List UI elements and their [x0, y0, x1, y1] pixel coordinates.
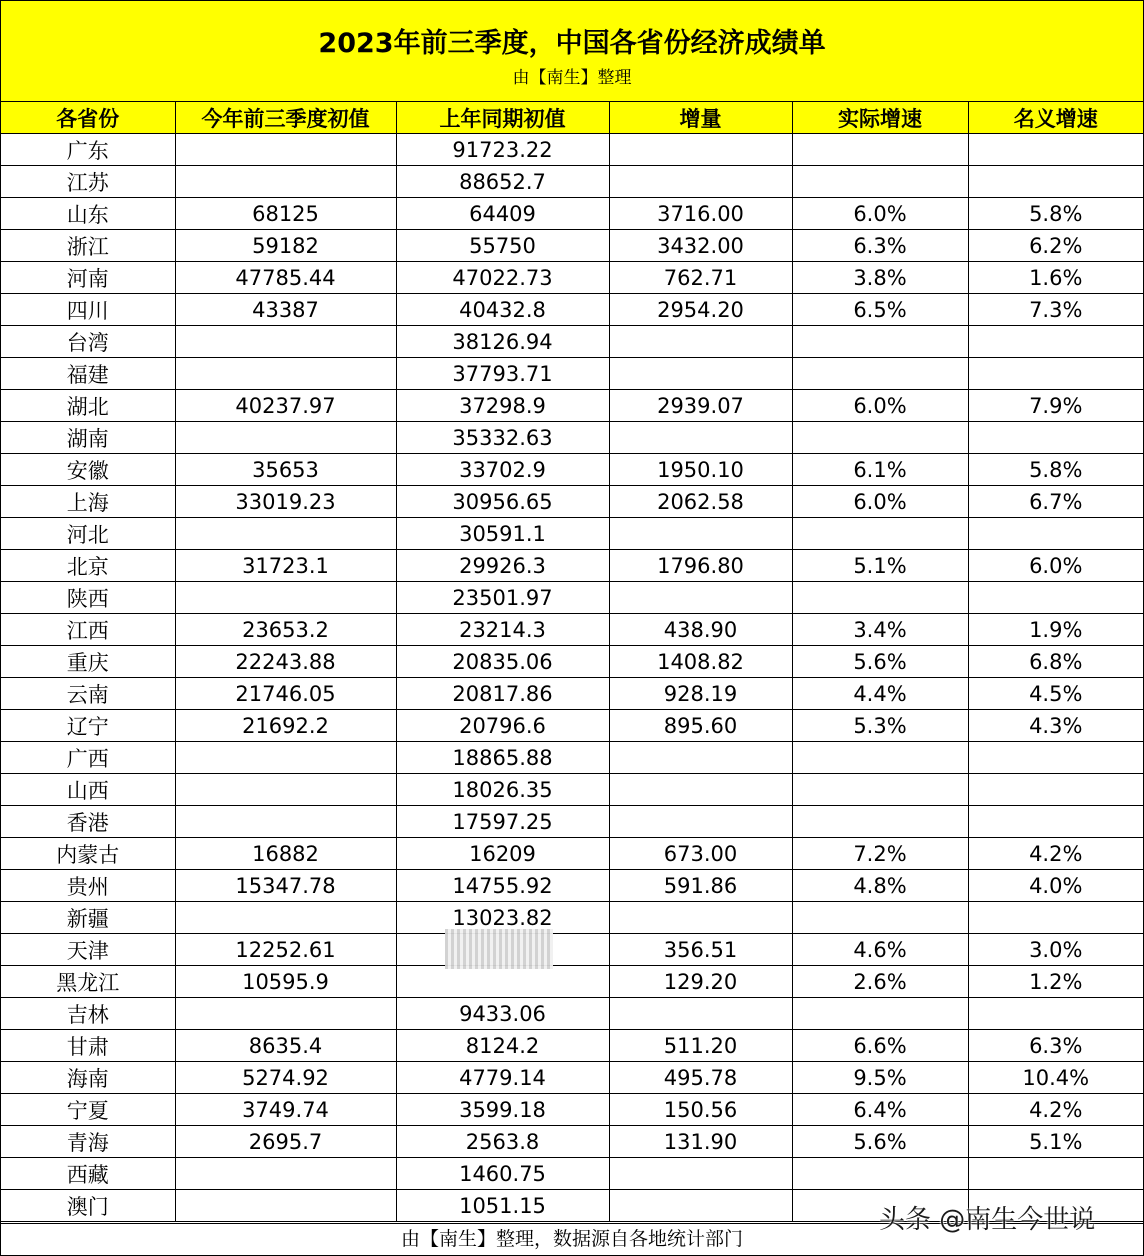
- table-cell[interactable]: [175, 166, 396, 198]
- table-cell[interactable]: 131.90: [609, 1126, 792, 1158]
- table-row: [1, 326, 1143, 358]
- table-cell[interactable]: 4.3%: [968, 710, 1143, 742]
- table-cell[interactable]: 5.6%: [792, 1126, 968, 1158]
- table-row: [1, 838, 1143, 870]
- table-cell[interactable]: [968, 134, 1143, 166]
- table-cell[interactable]: [968, 1158, 1143, 1190]
- table-cell[interactable]: 台湾: [1, 326, 175, 358]
- table-cell[interactable]: [968, 166, 1143, 198]
- table-cell[interactable]: 6.2%: [968, 230, 1143, 262]
- column-header[interactable]: 名义增速: [968, 102, 1143, 134]
- table-cell[interactable]: 6.0%: [792, 198, 968, 230]
- table-cell[interactable]: [609, 582, 792, 614]
- table-cell[interactable]: 35653: [175, 454, 396, 486]
- table-cell[interactable]: 4.2%: [968, 838, 1143, 870]
- table-row: [1, 710, 1143, 742]
- table-cell[interactable]: 12252.61: [175, 934, 396, 966]
- table-cell[interactable]: 68125: [175, 198, 396, 230]
- table-cell[interactable]: [609, 358, 792, 390]
- header-row: [1, 102, 1143, 134]
- table-cell[interactable]: [609, 806, 792, 838]
- table-cell[interactable]: 30956.65: [396, 486, 609, 518]
- title-block: [1, 1, 1143, 102]
- sheet-title: 2023年前三季度，中国各省份经济成绩单: [318, 28, 826, 59]
- table-cell[interactable]: 5274.92: [175, 1062, 396, 1094]
- table-cell[interactable]: [792, 806, 968, 838]
- table-cell[interactable]: 湖北: [1, 390, 175, 422]
- table-cell[interactable]: 5.1%: [968, 1126, 1143, 1158]
- table-cell[interactable]: 海南: [1, 1062, 175, 1094]
- table-cell[interactable]: 广东: [1, 134, 175, 166]
- table-row: [1, 262, 1143, 294]
- table-cell[interactable]: [968, 422, 1143, 454]
- table-cell[interactable]: 3599.18: [396, 1094, 609, 1126]
- table-cell[interactable]: 129.20: [609, 966, 792, 998]
- table-cell[interactable]: 1950.10: [609, 454, 792, 486]
- table-cell[interactable]: 6.4%: [792, 1094, 968, 1126]
- table-row: [1, 358, 1143, 390]
- table-cell[interactable]: 福建: [1, 358, 175, 390]
- table-cell[interactable]: 33019.23: [175, 486, 396, 518]
- table-cell[interactable]: 30591.1: [396, 518, 609, 550]
- table-cell[interactable]: 4779.14: [396, 1062, 609, 1094]
- table-cell[interactable]: 黑龙江: [1, 966, 175, 998]
- table-row: [1, 646, 1143, 678]
- table-cell[interactable]: [968, 742, 1143, 774]
- table-cell[interactable]: 天津: [1, 934, 175, 966]
- table-cell[interactable]: 6.3%: [968, 1030, 1143, 1062]
- gdp-table: [1, 102, 1143, 1222]
- table-cell[interactable]: 4.6%: [792, 934, 968, 966]
- table-cell[interactable]: [792, 582, 968, 614]
- table-cell[interactable]: 3.0%: [968, 934, 1143, 966]
- table-cell[interactable]: [609, 326, 792, 358]
- table-cell[interactable]: 29926.3: [396, 550, 609, 582]
- table-cell[interactable]: 4.8%: [792, 870, 968, 902]
- table-cell[interactable]: 88652.7: [396, 166, 609, 198]
- table-cell[interactable]: 北京: [1, 550, 175, 582]
- table-cell[interactable]: 6.5%: [792, 294, 968, 326]
- table-cell[interactable]: 河南: [1, 262, 175, 294]
- table-cell[interactable]: 59182: [175, 230, 396, 262]
- table-cell[interactable]: 55750: [396, 230, 609, 262]
- table-cell[interactable]: 91723.22: [396, 134, 609, 166]
- table-cell[interactable]: [175, 326, 396, 358]
- table-cell[interactable]: 广西: [1, 742, 175, 774]
- table-cell[interactable]: [968, 518, 1143, 550]
- table-cell[interactable]: 14755.92: [396, 870, 609, 902]
- sheet-footer: 由【南生】整理，数据源自各地统计部门: [1, 1223, 1143, 1256]
- table-cell[interactable]: 江苏: [1, 166, 175, 198]
- table-cell[interactable]: 3716.00: [609, 198, 792, 230]
- table-row: [1, 998, 1143, 1030]
- table-cell[interactable]: 928.19: [609, 678, 792, 710]
- table-cell[interactable]: 6.3%: [792, 230, 968, 262]
- table-cell[interactable]: [968, 582, 1143, 614]
- table-cell[interactable]: 3.4%: [792, 614, 968, 646]
- table-cell[interactable]: 贵州: [1, 870, 175, 902]
- table-cell[interactable]: 16209: [396, 838, 609, 870]
- table-row: [1, 166, 1143, 198]
- table-cell[interactable]: 20835.06: [396, 646, 609, 678]
- table-cell[interactable]: [792, 774, 968, 806]
- table-row: [1, 678, 1143, 710]
- table-cell[interactable]: [609, 742, 792, 774]
- table-cell[interactable]: 4.5%: [968, 678, 1143, 710]
- table-cell[interactable]: 7.2%: [792, 838, 968, 870]
- table-cell[interactable]: 6.7%: [968, 486, 1143, 518]
- table-cell[interactable]: [968, 774, 1143, 806]
- table-cell[interactable]: [968, 806, 1143, 838]
- table-cell[interactable]: 2062.58: [609, 486, 792, 518]
- table-row: [1, 550, 1143, 582]
- column-header[interactable]: 实际增速: [792, 102, 968, 134]
- table-cell[interactable]: 宁夏: [1, 1094, 175, 1126]
- table-row: [1, 934, 1143, 966]
- table-cell[interactable]: 河北: [1, 518, 175, 550]
- table-cell[interactable]: 山东: [1, 198, 175, 230]
- table-cell[interactable]: 6.8%: [968, 646, 1143, 678]
- table-cell[interactable]: 33702.9: [396, 454, 609, 486]
- table-cell[interactable]: 22243.88: [175, 646, 396, 678]
- table-cell[interactable]: 江西: [1, 614, 175, 646]
- table-cell[interactable]: [175, 1190, 396, 1222]
- table-cell[interactable]: 西藏: [1, 1158, 175, 1190]
- table-cell[interactable]: 上海: [1, 486, 175, 518]
- table-cell[interactable]: 3.8%: [792, 262, 968, 294]
- table-cell[interactable]: 云南: [1, 678, 175, 710]
- table-cell[interactable]: 64409: [396, 198, 609, 230]
- table-cell[interactable]: 9433.06: [396, 998, 609, 1030]
- table-row: [1, 774, 1143, 806]
- table-cell[interactable]: 澳门: [1, 1190, 175, 1222]
- table-cell[interactable]: [792, 902, 968, 934]
- table-cell[interactable]: [792, 166, 968, 198]
- table-cell[interactable]: 20817.86: [396, 678, 609, 710]
- table-cell[interactable]: [396, 966, 609, 998]
- table-cell[interactable]: 2695.7: [175, 1126, 396, 1158]
- table-cell[interactable]: [609, 902, 792, 934]
- table-cell[interactable]: 495.78: [609, 1062, 792, 1094]
- table-cell[interactable]: 21692.2: [175, 710, 396, 742]
- column-header[interactable]: 增量: [609, 102, 792, 134]
- table-cell[interactable]: [792, 742, 968, 774]
- table-cell[interactable]: 2563.8: [396, 1126, 609, 1158]
- table-row: [1, 294, 1143, 326]
- table-cell[interactable]: 5.6%: [792, 646, 968, 678]
- table-row: [1, 390, 1143, 422]
- table-cell[interactable]: [175, 582, 396, 614]
- table-row: [1, 198, 1143, 230]
- table-cell[interactable]: 38126.94: [396, 326, 609, 358]
- table-cell[interactable]: 21746.05: [175, 678, 396, 710]
- table-cell[interactable]: [175, 806, 396, 838]
- table-cell[interactable]: 1051.15: [396, 1190, 609, 1222]
- table-cell[interactable]: 17597.25: [396, 806, 609, 838]
- table-cell[interactable]: 3749.74: [175, 1094, 396, 1126]
- table-row: [1, 806, 1143, 838]
- watermark: 头条 @南生今世说: [879, 1205, 1096, 1235]
- table-cell[interactable]: [175, 902, 396, 934]
- table-row: [1, 454, 1143, 486]
- table-cell[interactable]: [792, 998, 968, 1030]
- table-cell[interactable]: [175, 134, 396, 166]
- table-cell[interactable]: 5.1%: [792, 550, 968, 582]
- table-cell[interactable]: 5.8%: [968, 198, 1143, 230]
- table-cell[interactable]: 591.86: [609, 870, 792, 902]
- table-cell[interactable]: 43387: [175, 294, 396, 326]
- table-row: [1, 582, 1143, 614]
- table-cell[interactable]: 甘肃: [1, 1030, 175, 1062]
- table-cell[interactable]: [792, 134, 968, 166]
- table-cell[interactable]: [175, 358, 396, 390]
- table-cell[interactable]: 7.3%: [968, 294, 1143, 326]
- table-cell[interactable]: 1460.75: [396, 1158, 609, 1190]
- table-row: [1, 1126, 1143, 1158]
- table-cell[interactable]: [792, 422, 968, 454]
- table-cell[interactable]: 673.00: [609, 838, 792, 870]
- table-cell[interactable]: 15347.78: [175, 870, 396, 902]
- column-header[interactable]: 各省份: [1, 102, 175, 134]
- table-cell[interactable]: 37793.71: [396, 358, 609, 390]
- table-cell[interactable]: 5.3%: [792, 710, 968, 742]
- table-cell[interactable]: 1.9%: [968, 614, 1143, 646]
- table-cell[interactable]: 16882: [175, 838, 396, 870]
- table-cell[interactable]: 8635.4: [175, 1030, 396, 1062]
- table-cell[interactable]: 6.6%: [792, 1030, 968, 1062]
- table-cell[interactable]: [968, 998, 1143, 1030]
- table-cell[interactable]: 20796.6: [396, 710, 609, 742]
- table-row: [1, 1094, 1143, 1126]
- table-cell[interactable]: 18865.88: [396, 742, 609, 774]
- table-row: [1, 902, 1143, 934]
- table-cell[interactable]: 重庆: [1, 646, 175, 678]
- table-cell[interactable]: 5.8%: [968, 454, 1143, 486]
- table-cell[interactable]: [792, 326, 968, 358]
- table-cell[interactable]: 47022.73: [396, 262, 609, 294]
- table-cell[interactable]: [175, 998, 396, 1030]
- table-row: [1, 1062, 1143, 1094]
- table-cell[interactable]: [609, 1158, 792, 1190]
- table-cell[interactable]: [968, 358, 1143, 390]
- table-cell[interactable]: [175, 774, 396, 806]
- table-cell[interactable]: 47785.44: [175, 262, 396, 294]
- obscured-cell-patch: [445, 929, 553, 969]
- table-cell[interactable]: 18026.35: [396, 774, 609, 806]
- table-cell[interactable]: 762.71: [609, 262, 792, 294]
- table-cell[interactable]: 内蒙古: [1, 838, 175, 870]
- table-cell[interactable]: [792, 518, 968, 550]
- table-row: [1, 966, 1143, 998]
- table-cell[interactable]: [609, 1190, 792, 1222]
- table-cell[interactable]: 1408.82: [609, 646, 792, 678]
- table-cell[interactable]: 安徽: [1, 454, 175, 486]
- table-row: [1, 518, 1143, 550]
- table-cell[interactable]: [609, 774, 792, 806]
- table-cell[interactable]: [175, 518, 396, 550]
- table-cell[interactable]: 新疆: [1, 902, 175, 934]
- table-cell[interactable]: 13023.82: [396, 902, 609, 934]
- table-cell[interactable]: 40432.8: [396, 294, 609, 326]
- table-cell[interactable]: 6.0%: [792, 390, 968, 422]
- table-cell[interactable]: [609, 998, 792, 1030]
- table-cell[interactable]: 香港: [1, 806, 175, 838]
- table-cell[interactable]: 511.20: [609, 1030, 792, 1062]
- table-row: [1, 1030, 1143, 1062]
- table-row: [1, 742, 1143, 774]
- table-cell[interactable]: 150.56: [609, 1094, 792, 1126]
- column-header[interactable]: 上年同期初值: [396, 102, 609, 134]
- table-cell[interactable]: [175, 422, 396, 454]
- table-cell[interactable]: 2.6%: [792, 966, 968, 998]
- table-cell[interactable]: 浙江: [1, 230, 175, 262]
- table-cell[interactable]: 40237.97: [175, 390, 396, 422]
- table-row: [1, 614, 1143, 646]
- sheet-subtitle: 由【南生】整理: [512, 68, 632, 88]
- table-cell[interactable]: [792, 1158, 968, 1190]
- table-row: [1, 230, 1143, 262]
- table-cell[interactable]: [968, 902, 1143, 934]
- table-cell[interactable]: 4.4%: [792, 678, 968, 710]
- table-cell[interactable]: 35332.63: [396, 422, 609, 454]
- table-cell[interactable]: 1796.80: [609, 550, 792, 582]
- table-cell[interactable]: 辽宁: [1, 710, 175, 742]
- table-cell[interactable]: 23653.2: [175, 614, 396, 646]
- table-cell[interactable]: 438.90: [609, 614, 792, 646]
- column-header[interactable]: 今年前三季度初值: [175, 102, 396, 134]
- table-row: [1, 870, 1143, 902]
- table-cell[interactable]: 4.2%: [968, 1094, 1143, 1126]
- table-cell[interactable]: [175, 1158, 396, 1190]
- table-row: [1, 486, 1143, 518]
- table-cell[interactable]: 1.6%: [968, 262, 1143, 294]
- table-cell[interactable]: 31723.1: [175, 550, 396, 582]
- table-cell[interactable]: 10595.9: [175, 966, 396, 998]
- table-cell[interactable]: 3432.00: [609, 230, 792, 262]
- table-cell[interactable]: 6.0%: [792, 486, 968, 518]
- table-cell[interactable]: 7.9%: [968, 390, 1143, 422]
- table-cell[interactable]: 895.60: [609, 710, 792, 742]
- table-cell[interactable]: [609, 166, 792, 198]
- table-cell[interactable]: 8124.2: [396, 1030, 609, 1062]
- table-cell[interactable]: 37298.9: [396, 390, 609, 422]
- table-cell[interactable]: [175, 742, 396, 774]
- table-cell[interactable]: 356.51: [609, 934, 792, 966]
- table-row: [1, 134, 1143, 166]
- table-row: [1, 422, 1143, 454]
- table-cell[interactable]: 6.1%: [792, 454, 968, 486]
- table-cell[interactable]: 湖南: [1, 422, 175, 454]
- table-cell[interactable]: 青海: [1, 1126, 175, 1158]
- table-cell[interactable]: [968, 326, 1143, 358]
- table-cell[interactable]: 陕西: [1, 582, 175, 614]
- table-cell[interactable]: [609, 422, 792, 454]
- table-cell[interactable]: 23501.97: [396, 582, 609, 614]
- table-cell[interactable]: 吉林: [1, 998, 175, 1030]
- table-cell[interactable]: 1.2%: [968, 966, 1143, 998]
- table-cell[interactable]: [609, 134, 792, 166]
- table-cell[interactable]: 6.0%: [968, 550, 1143, 582]
- table-cell[interactable]: 23214.3: [396, 614, 609, 646]
- table-cell[interactable]: 2954.20: [609, 294, 792, 326]
- table-cell[interactable]: [792, 358, 968, 390]
- table-row: [1, 1158, 1143, 1190]
- table-cell[interactable]: 四川: [1, 294, 175, 326]
- table-cell[interactable]: 10.4%: [968, 1062, 1143, 1094]
- table-cell[interactable]: 2939.07: [609, 390, 792, 422]
- table-cell[interactable]: 9.5%: [792, 1062, 968, 1094]
- table-cell[interactable]: 山西: [1, 774, 175, 806]
- table-cell[interactable]: [609, 518, 792, 550]
- table-cell[interactable]: 4.0%: [968, 870, 1143, 902]
